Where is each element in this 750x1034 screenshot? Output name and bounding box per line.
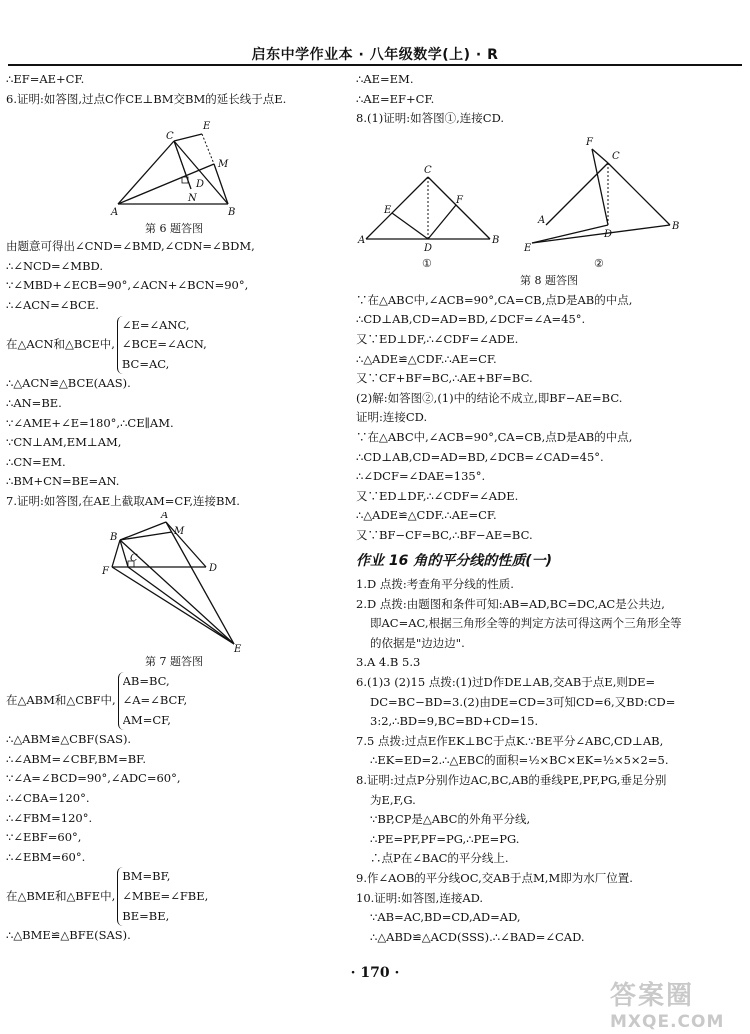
text-line: ∴∠EBM=60°. [6, 849, 86, 864]
watermark-url: MXQE.COM [610, 1012, 725, 1032]
fig8a-label-A: A [358, 234, 366, 246]
fig8b-label-F: F [586, 136, 593, 148]
fig8a-label-C: C [424, 164, 432, 176]
point-label-A: A [111, 207, 119, 219]
text-line: ∴BM+CN=BE=AN. [6, 474, 120, 489]
text-line: ∴△ADE≌△CDF.∴AE=CF. [356, 508, 497, 523]
brace-block-1 [6, 316, 342, 375]
text-line: ∵∠AME+∠E=180°,∴CE∥AM. [6, 415, 174, 430]
text-line: 3:2,∴BD=9,BC=BD+CD=15. [370, 714, 539, 729]
text-line: ∴AE=EF+CF. [356, 91, 435, 106]
text-line: 7.证明:如答图,在AE上截取AM=CF,连接BM. [6, 493, 240, 508]
text-line: 6.证明:如答图,过点C作CE⊥BM交BM的延长线于点E. [6, 91, 287, 106]
fig8-sub-1: ① [422, 256, 432, 270]
brace-line: BM=BF, [122, 869, 171, 884]
text-line: ∴△BME≌△BFE(SAS). [6, 928, 131, 943]
figure-8-caption: 第 8 题答图 [520, 273, 578, 287]
section-title: 作业 16 角的平分线的性质(一) [356, 552, 553, 569]
text-line: DC=BC−BD=3.(2)由DE=CD=3可知CD=6,又BD:CD= [370, 694, 676, 709]
brace-group [117, 867, 208, 926]
text-line: ∴CD⊥AB,CD=AD=BD,∠DCB=∠CAD=45°. [356, 449, 604, 464]
brace-line: BE=BE, [122, 908, 170, 923]
text-line: ∴CD⊥AB,CD=AD=BD,∠DCF=∠A=45°. [356, 312, 586, 327]
header-rule [8, 64, 742, 66]
text-line: 又∵ED⊥DF,∴∠CDF=∠ADE. [356, 488, 519, 503]
fig8b-label-E: E [524, 242, 532, 254]
text-line: ∴∠FBM=120°. [6, 810, 93, 825]
fig8b-label-D: D [604, 228, 613, 240]
point-label-D: D [209, 562, 218, 574]
point-label-A: A [161, 511, 169, 521]
text-line: 8.(1)证明:如答图①,连接CD. [356, 111, 505, 126]
text-line: 由题意可得出∠CND=∠BMD,∠CDN=∠BDM, [6, 239, 255, 254]
fig8-sub-2: ② [594, 256, 604, 270]
text-line: 7.5 点拨:过点E作EK⊥BC于点K.∵BE平分∠ABC,CD⊥AB, [356, 733, 664, 748]
text-line: ∴∠ACN=∠BCE. [6, 297, 99, 312]
text-line: 又∵CF+BF=BC,∴AE+BF=BC. [356, 371, 533, 386]
text-line: 的依据是"边边边". [370, 635, 465, 650]
point-label-F: F [102, 565, 109, 577]
text-line: ∴PE=PF,PF=PG,∴PE=PG. [370, 831, 520, 846]
figure-7-diagram [6, 512, 342, 652]
brace-prefix: 在△BME和△BFE中, [6, 889, 116, 904]
fig8a-label-F: F [456, 194, 463, 206]
text-line: ∵AB=AC,BD=CD,AD=AD, [370, 910, 521, 925]
point-label-E: E [203, 121, 211, 133]
text-line: ∴△ABM≌△CBF(SAS). [6, 732, 132, 747]
point-label-B: B [110, 531, 118, 543]
text-line: ∵∠EBF=60°, [6, 830, 82, 845]
brace-line: AB=BC, [122, 673, 170, 688]
text-line: ∵在△ABC中,∠ACB=90°,CA=CB,点D是AB的中点, [356, 292, 633, 307]
point-label-B: B [228, 207, 236, 219]
text-line: ∴EF=AE+CF. [6, 72, 85, 86]
text-line: ∵在△ABC中,∠ACB=90°,CA=CB,点D是AB的中点, [356, 429, 633, 444]
text-line: ∵CN⊥AM,EM⊥AM, [6, 435, 122, 450]
text-line: 9.作∠AOB的平分线OC,交AB于点M,M即为水厂位置. [356, 871, 633, 885]
text-line: ∴CN=EM. [6, 454, 66, 469]
figure-6-caption: 第 6 题答图 [145, 222, 203, 236]
brace-prefix: 在△ACN和△BCE中, [6, 337, 115, 352]
figure-8 [356, 129, 742, 291]
brace-line: BC=AC, [121, 356, 170, 371]
text-line: ∴∠DCF=∠DAE=135°. [356, 469, 486, 484]
point-label-C: C [166, 131, 174, 143]
text-line: 证明:连接CD. [356, 410, 428, 425]
brace-block-2 [6, 672, 342, 731]
figure-7-caption: 第 7 题答图 [145, 654, 203, 668]
brace-block-3 [6, 867, 342, 926]
point-label-M: M [218, 159, 229, 171]
text-line: ∴点P在∠BAC的平分线上. [370, 851, 509, 866]
text-line: ∵∠MBD+∠ECB=90°,∠ACN+∠BCN=90°, [6, 278, 249, 293]
figure-8-diagram [356, 129, 742, 271]
figure-6-diagram [6, 109, 342, 219]
fig8a-label-E: E [384, 204, 392, 216]
figure-7 [6, 512, 342, 672]
fig8a-label-D: D [424, 242, 433, 254]
text-line: 2.D 点拨:由题图和条件可知:AB=AD,BC=DC,AC是公共边, [356, 596, 665, 611]
brace-line: ∠BCE=∠ACN, [121, 337, 207, 352]
fig8b-label-C: C [612, 150, 620, 162]
right-column [356, 70, 742, 947]
text-line: ∴△ADE≌△CDF.∴AE=CF. [356, 351, 497, 366]
text-line: 10.证明:如答图,连接AD. [356, 890, 484, 905]
text-line: 即AC=AC,根据三角形全等的判定方法可得这两个三角形全等 [370, 616, 682, 631]
text-line: ∴△ABD≌△ACD(SSS).∴∠BAD=∠CAD. [370, 929, 585, 944]
watermark-text: 答案圈 [610, 981, 695, 1011]
watermark-logo [610, 975, 724, 1032]
brace-line: AM=CF, [122, 712, 171, 727]
point-label-N: N [188, 193, 197, 205]
brace-line: ∠MBE=∠FBE, [122, 889, 209, 904]
point-label-C: C [130, 552, 138, 564]
text-line: ∴EK=ED=2.∴△EBC的面积=½×BC×EK=½×5×2=5. [370, 753, 669, 768]
text-line: 为E,F,G. [370, 792, 416, 807]
text-line: 3.A 4.B 5.3 [356, 655, 421, 670]
brace-group [118, 672, 188, 731]
text-line: 6.(1)3 (2)15 点拨:(1)过D作DE⊥AB,交AB于点E,则DE= [356, 675, 656, 690]
text-line: 又∵BF−CF=BC,∴BF−AE=BC. [356, 527, 533, 542]
text-line: ∴∠NCD=∠MBD. [6, 258, 103, 273]
text-line: ∴△ACN≌△BCE(AAS). [6, 376, 131, 391]
brace-line: ∠E=∠ANC, [121, 317, 190, 332]
brace-line: ∠A=∠BCF, [122, 693, 188, 708]
text-line: ∴AE=EM. [356, 72, 414, 86]
fig8b-label-A: A [538, 214, 546, 226]
text-line: ∴∠ABM=∠CBF,BM=BF. [6, 751, 147, 766]
text-line: ∵BP,CP是△ABC的外角平分线, [370, 812, 531, 827]
text-line: 又∵ED⊥DF,∴∠CDF=∠ADE. [356, 331, 519, 346]
left-column [6, 70, 342, 946]
point-label-M: M [174, 525, 185, 537]
page-header: 启东中学作业本 · 八年级数学(上) · R [251, 47, 499, 63]
fig8b-label-B: B [672, 220, 680, 232]
fig8a-label-B: B [492, 234, 500, 246]
figure-6 [6, 109, 342, 237]
text-line: ∵∠A=∠BCD=90°,∠ADC=60°, [6, 771, 181, 786]
brace-group [117, 316, 207, 375]
point-label-D: D [196, 179, 205, 191]
text-line: 8.证明:过点P分别作边AC,BC,AB的垂线PE,PF,PG,垂足分别 [356, 773, 667, 788]
text-line: (2)解:如答图②,(1)中的结论不成立,即BF−AE=BC. [356, 390, 623, 405]
text-line: ∴∠CBA=120°. [6, 791, 90, 806]
text-line: 1.D 点拨:考查角平分线的性质. [356, 577, 514, 592]
brace-prefix: 在△ABM和△CBF中, [6, 693, 116, 708]
page-number: · 170 · [350, 965, 400, 981]
text-line: ∴AN=BE. [6, 395, 62, 410]
point-label-E: E [234, 643, 242, 652]
